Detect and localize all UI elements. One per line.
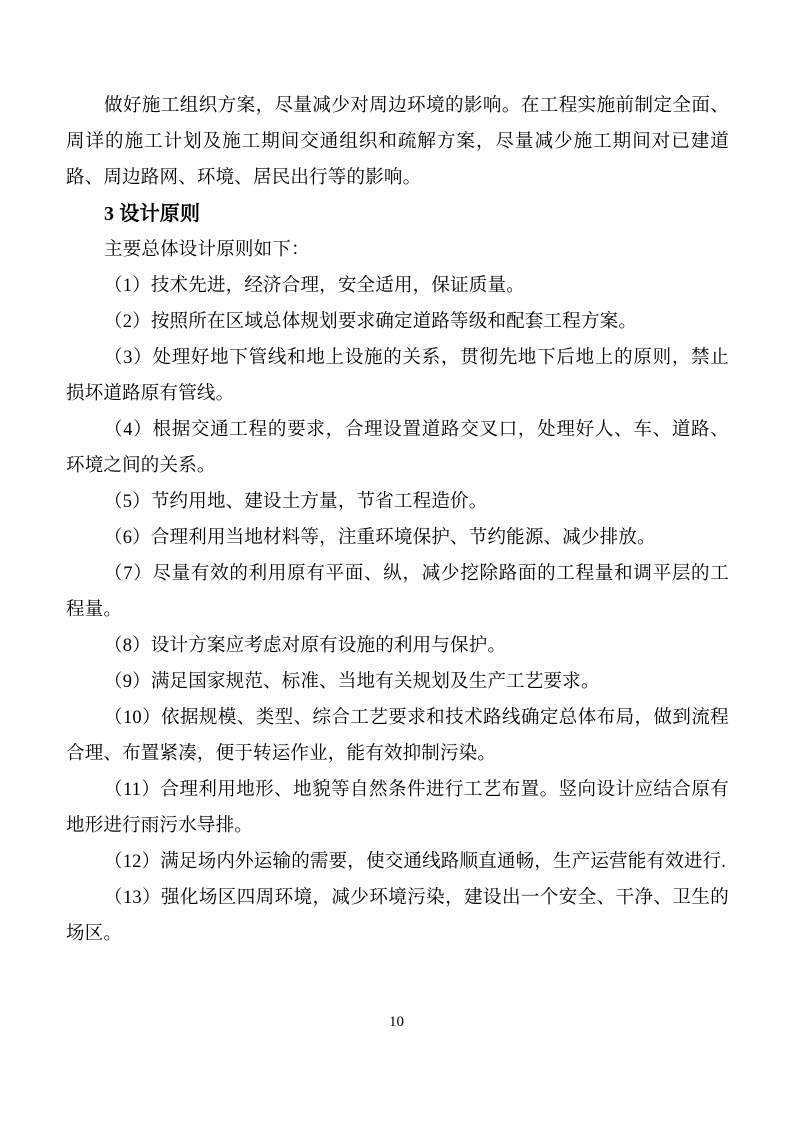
principle-item-5: （5）节约用地、建设土方量，节省工程造价。 [104, 492, 488, 512]
section-heading-design-principles: 3 设计原则 [104, 203, 201, 225]
principle-item-8: （8）设计方案应考虑对原有设施的利用与保护。 [104, 636, 507, 656]
principle-item-7: （7）尽量有效的利用原有平面、纵，减少挖除路面的工程量和调平层的工程量。 [66, 564, 729, 620]
page-number: 10 [389, 1014, 404, 1030]
principle-item-2: （2）按照所在区域总体规划要求确定道路等级和配套工程方案。 [104, 312, 638, 332]
principle-item-12: （12）满足场内外运输的需要，使交通线路顺直通畅，生产运营能有效进行. [104, 852, 727, 872]
paragraph-lead-in: 主要总体设计原则如下： [104, 240, 310, 260]
principle-item-13: （13）强化场区四周环境，减少环境污染，建设出一个安全、干净、卫生的场区。 [66, 888, 729, 944]
page-content [66, 88, 729, 952]
principle-item-1: （1）技术先进，经济合理，安全适用，保证质量。 [104, 276, 525, 296]
principle-item-6: （6）合理利用当地材料等，注重环境保护、节约能源、减少排放。 [104, 528, 656, 548]
principle-item-11: （11）合理利用地形、地貌等自然条件进行工艺布置。竖向设计应结合原有地形进行雨污水导排。 [66, 780, 729, 836]
principle-item-9: （9）满足国家规范、标准、当地有关规划及生产工艺要求。 [104, 672, 600, 692]
paragraph-construction-plan: 做好施工组织方案，尽量减少对周边环境的影响。在工程实施前制定全面、周详的施工计划及施工期间交通组织和疏解方案，尽量减少施工期间对已建道路、周边路网、环境、居民出行等的影响。 [66, 96, 729, 188]
principle-item-4: （4）根据交通工程的要求，合理设置道路交叉口，处理好人、车、道路、环境之间的关系。 [66, 420, 729, 476]
principle-item-10: （10）依据规模、类型、综合工艺要求和技术路线确定总体布局，做到流程合理、布置紧凑，便于转运作业，能有效抑制污染。 [66, 708, 729, 764]
principle-item-3: （3）处理好地下管线和地上设施的关系，贯彻先地下后地上的原则，禁止损坏道路原有管线。 [66, 348, 729, 404]
